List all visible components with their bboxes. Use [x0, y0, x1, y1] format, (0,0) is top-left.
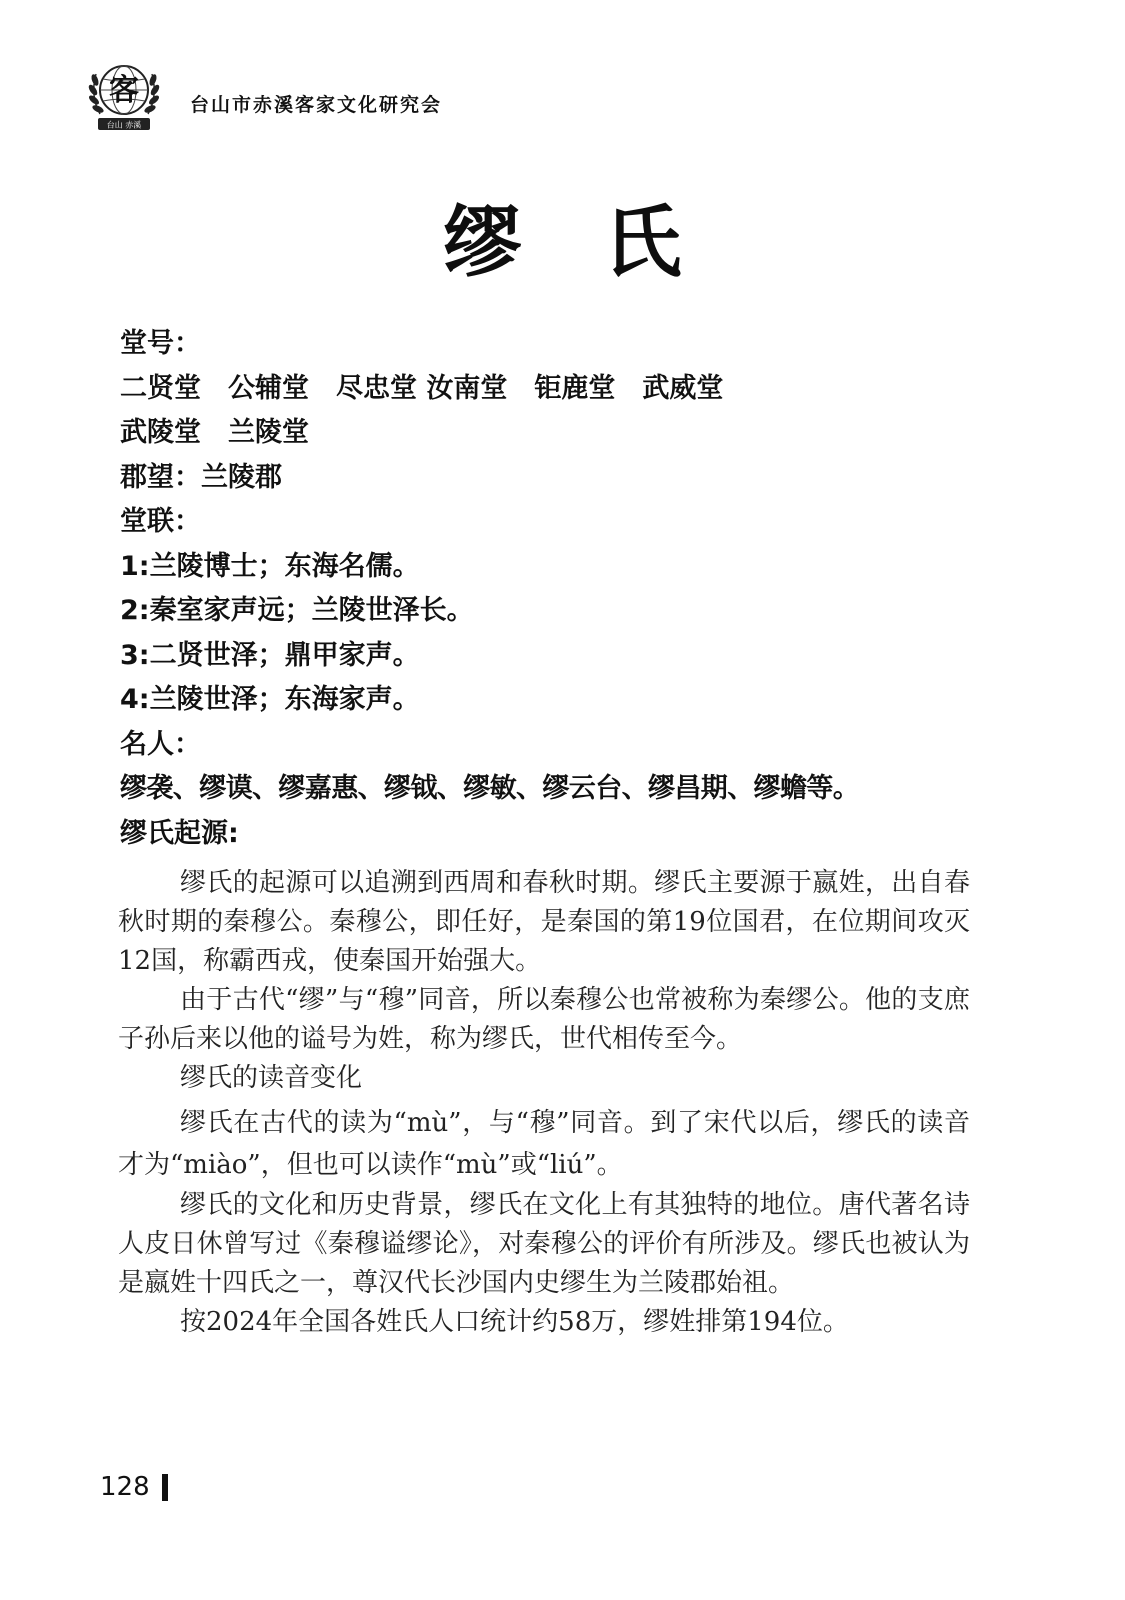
hall-names-list-2: 武陵堂 兰陵堂 — [120, 417, 309, 448]
paragraph-origin: 缪氏的起源可以追溯到西周和春秋时期。缪氏主要源于嬴姓，出自春秋时期的秦穆公。秦穆公，即任好，是秦国的第19位国君，在位期间攻灭12国，称霸西戎，使秦国开始强大。 — [118, 868, 970, 976]
hall-names-list-1: 二贤堂 公辅堂 尽忠堂 汝南堂 钜鹿堂 武威堂 — [120, 372, 724, 404]
couplets-label: 堂联： — [120, 506, 201, 537]
association-logo — [86, 52, 162, 136]
couplet-3: 3:二贤世泽；鼎甲家声。 — [120, 639, 420, 671]
page-number: 128 — [100, 1472, 150, 1502]
couplet-1: 1:兰陵博士；东海名儒。 — [120, 550, 420, 582]
origin-body-text — [118, 864, 970, 1342]
page-footer — [100, 1472, 168, 1502]
paragraph-pronunciation-heading: 缪氏的读音变化 — [180, 1063, 363, 1093]
organization-name: 台山市赤溪客家文化研究会 — [190, 94, 443, 116]
couplet-4: 4:兰陵世泽；东海家声。 — [120, 684, 420, 715]
clan-info-section — [120, 322, 1020, 856]
origin-heading: 缪氏起源: — [120, 817, 239, 849]
paragraph-name-change: 由于古代“缪”与“穆”同音，所以秦穆公也常被称为秦缪公。他的支庶子孙后来以他的谥号为姓，称为缪氏，世代相传至今。 — [118, 985, 970, 1054]
paragraph-pronunciation: 缪氏在古代的读为“mù”，与“穆”同音。到了宋代以后，缪氏的读音才为“miào”，但也可以读作“mù”或“liú”。 — [118, 1108, 970, 1180]
notables-label: 名人： — [120, 728, 201, 760]
hall-names-label: 堂号： — [120, 328, 201, 359]
page-number-bar — [162, 1474, 168, 1501]
page-title: 缪氏 — [443, 197, 764, 288]
svg-text:客: 客 — [109, 73, 139, 108]
page-header — [86, 52, 686, 138]
commandery: 郡望：兰陵郡 — [120, 461, 282, 493]
svg-text:台山 赤溪: 台山 赤溪 — [106, 120, 142, 130]
couplet-2: 2:秦室家声远；兰陵世泽长。 — [120, 595, 474, 626]
paragraph-culture: 缪氏的文化和历史背景，缪氏在文化上有其独特的地位。唐代著名诗人皮日休曾写过《秦穆谥缪论》，对秦穆公的评价有所涉及。缪氏也被认为是嬴姓十四氏之一，尊汉代长沙国内史缪生为兰陵郡始祖。 — [118, 1190, 970, 1298]
paragraph-population: 按2024年全国各姓氏人口统计约58万，缪姓排第194位。 — [180, 1307, 849, 1337]
notables-list: 缪袭、缪谟、缪嘉惠、缪钺、缪敏、缪云台、缪昌期、缪蟾等。 — [120, 773, 860, 804]
